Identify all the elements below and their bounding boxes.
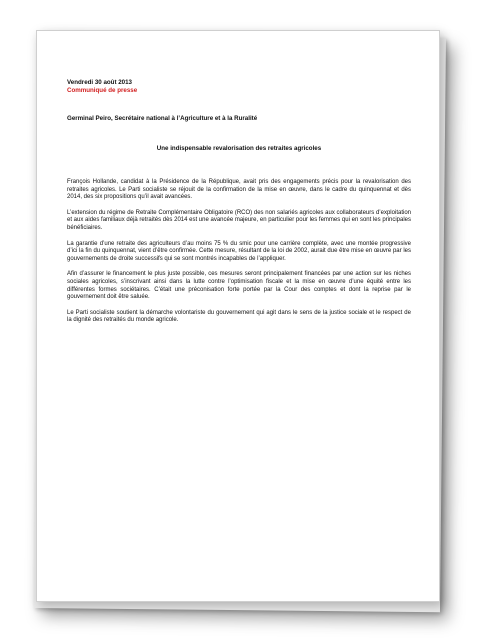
document-title: Une indispensable revalorisation des retraites agricoles	[156, 145, 322, 152]
author-line: Germinal Peiro, Secrétaire national à l’Agriculture et à la Ruralité	[67, 115, 258, 122]
paragraph: François Hollande, candidat à la Présidence de la République, avait pris des engagements précis pour la revalorisation des retraites agricoles. Le Parti socialiste se réjouit de la confirmation de la mise en œuvre, dans le cadre du quinquennat et dès 2014, des six propositions qu’il avait avancées.	[67, 179, 411, 201]
release-date: Vendredi 30 août 2013	[67, 79, 132, 86]
document-body	[67, 179, 411, 333]
paragraph: La garantie d’une retraite des agriculteurs d’au moins 75 % du smic pour une carrière complète, avec une montée progressive d’ici la fin du quinquennat, vient d’être confirmée. Cette mesure, résultant de la loi de 2002, aurait due être mise en œuvre par les gouvernements de droite successifs qui se sont montrés incapables de l’appliquer.	[67, 240, 411, 262]
release-type: Communiqué de presse	[67, 87, 138, 94]
document-header	[67, 79, 137, 95]
paragraph: Afin d’assurer le financement le plus juste possible, ces mesures seront principalement financées par une action sur les niches sociales agricoles, s’inscrivant ainsi dans la lutte contre l’optimisation fiscale et la mise en œuvre d’une équité entre les différentes formes sociétaires. C’était une préconisation forte portée par la Cour des comptes et dont la reprise par le gouvernement doit être saluée.	[67, 271, 411, 301]
paragraph: L’extension du régime de Retraite Complémentaire Obligatoire (RCO) des non salariés agricoles aux collaborateurs d’exploitation et aux aides familiaux déjà retraités dès 2014 est une avancée majeure, en particulier pour les femmes qui en sont les principales bénéficiaires.	[67, 209, 411, 231]
paragraph: Le Parti socialiste soutient la démarche volontariste du gouvernement qui agit dans le sens de la justice sociale et le respect de la dignité des retraités du monde agricole.	[67, 309, 411, 324]
document-page	[36, 30, 440, 602]
